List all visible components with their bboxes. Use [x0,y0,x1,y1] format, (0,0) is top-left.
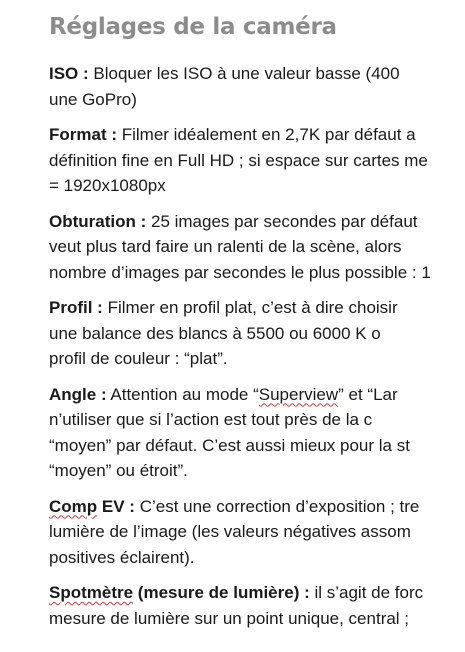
setting-comp-ev [49,494,465,571]
setting-term: Obturation : [49,211,147,231]
setting-text: Filmer idéalement en 2,7K par défaut a [117,125,416,144]
setting-term: ISO : [49,64,89,83]
setting-term: Format : [49,125,117,144]
text-line [49,382,465,408]
setting-spotmetre [49,580,465,631]
text-line: n’utiliser que si l’action est tout près de la c [49,410,373,429]
text-line: une GoPro) [49,89,137,109]
spellcheck-marked-word: Comp [49,496,98,516]
text-line [49,209,465,235]
setting-text: 25 images par secondes par défaut [146,211,418,231]
text-line [49,494,465,520]
spellcheck-marked-word: Superview [258,384,339,404]
text-line: une balance des blancs à 5500 ou 6000 K o [49,323,381,343]
text-line: positives éclairent). [49,547,195,567]
text-line: veut plus tard faire un ralenti de la scène, alors [49,237,402,256]
setting-format [49,122,465,199]
spellcheck-marked-word: Spotmètre [49,583,134,602]
setting-term: Profil : [49,298,103,317]
text-line: nombre d’images par secondes le plus possible : 1 [49,262,431,282]
text-line [49,61,465,87]
setting-term-rest: (mesure de lumière) : [133,583,310,602]
setting-term: Angle : [49,384,107,404]
setting-obturation [49,209,465,286]
setting-angle [49,382,465,484]
text-line: profil de couleur : “plat”. [49,349,228,368]
setting-text: C’est une correction d’exposition ; tre [134,496,420,516]
text-line [49,122,465,148]
setting-text: ” et “Lar [338,384,398,404]
setting-term [49,583,310,602]
text-line: “moyen” ou étroit”. [49,461,188,480]
text-line: mesure de lumière sur un point unique, central ; [49,608,410,628]
setting-text: Filmer en profil plat, c’est à dire choisir [102,298,398,317]
page-title: Réglages de la caméra [49,14,337,40]
text-line: = 1920x1080px [49,176,166,195]
text-line: “moyen” par défaut. C’est aussi mieux pour la st [49,435,410,455]
text-line [49,295,465,321]
setting-text: Attention au mode “ [106,384,259,404]
settings-body [49,61,465,641]
setting-term [49,497,135,516]
setting-text: il s’agit de forc [309,583,424,602]
text-line [49,580,465,606]
setting-text: Bloquer les ISO à une valeur basse (400 [88,64,400,83]
text-line: lumière de l’image (les valeurs négatives assom [49,522,411,541]
setting-profil [49,295,465,372]
setting-term-rest: EV : [97,496,135,516]
text-line: définition fine en Full HD ; si espace sur cartes me [49,150,428,170]
setting-iso [49,61,465,112]
